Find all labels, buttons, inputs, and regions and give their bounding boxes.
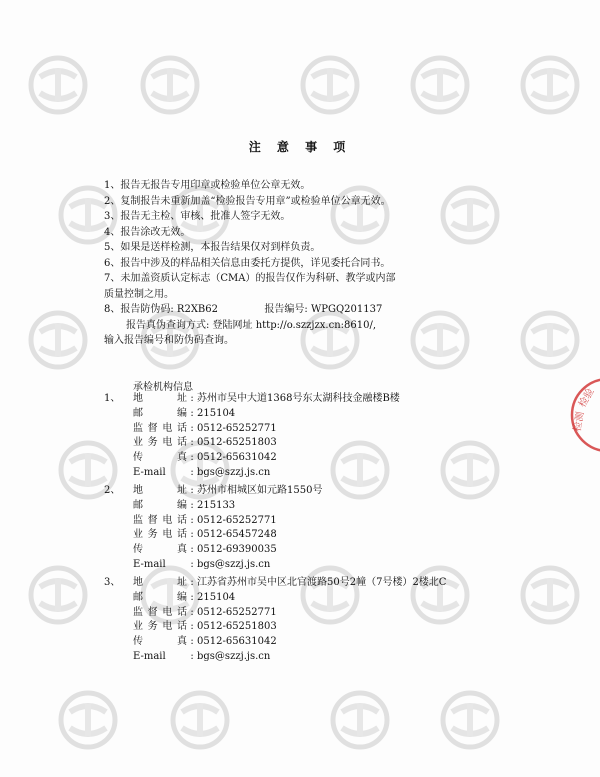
report-number-value: WPGQ201137 <box>310 304 383 315</box>
notes-list <box>104 178 484 349</box>
supervise-phone-label: 监督电话 <box>133 606 187 618</box>
business-phone-label: 业务电话 <box>133 621 187 633</box>
supervise-phone-label: 监督电话 <box>133 514 187 526</box>
institution-number: 3、 <box>104 577 121 588</box>
anti-fake-code-label: 8、报告防伪码: <box>104 304 174 315</box>
business-phone-value: 0512-65251803 <box>197 437 277 449</box>
postcode-label: 邮 编 <box>133 407 187 419</box>
address-value: 苏州市吴中大道1368号东太湖科技金融楼B楼 <box>197 393 400 404</box>
address-label: 地 址 <box>133 577 187 588</box>
supervise-phone-value: 0512-65252771 <box>197 606 277 618</box>
watermark-logo <box>440 440 500 500</box>
fax-label: 传 真 <box>133 544 187 556</box>
address-label: 地 址 <box>133 393 187 404</box>
query-method-line-2: 输入报告编号和防伪码查询。 <box>104 335 234 346</box>
institutions-title: 承检机构信息 <box>133 382 193 393</box>
note-item: 6、报告中涉及的样品相关信息由委托方提供，详见委托合同书。 <box>104 257 391 269</box>
business-phone-label: 业务电话 <box>133 529 187 541</box>
institution-block: 2、 地 址 : 苏州市相城区如元路1550号 邮 编 : 215133 监督电话 : 0512-65252771 业务电话 : 0512-65457248 传 真 : 0512-69390035 E-mail : bgs@szzj.js.cn <box>104 484 322 573</box>
red-seal-stamp <box>566 370 600 460</box>
supervise-phone-label: 监督电话 <box>133 422 187 434</box>
supervise-phone-value: 0512-65252771 <box>197 514 277 526</box>
email-value: bgs@szzj.js.cn <box>197 558 271 570</box>
query-method-line: 报告真伪查询方式: 登陆网址 http://o.szzjzx.cn:8610/, <box>126 319 376 331</box>
business-phone-label: 业务电话 <box>133 437 187 449</box>
postcode-value: 215133 <box>197 499 236 511</box>
address-value: 苏州市相城区如元路1550号 <box>197 485 323 496</box>
note-item: 质量控制之用。 <box>104 288 174 300</box>
note-item: 5、如果是送样检测，本报告结果仅对到样负责。 <box>104 242 321 253</box>
anti-fake-code-line <box>104 302 484 318</box>
email-label: E-mail <box>133 558 166 570</box>
email-label: E-mail <box>133 466 166 478</box>
watermark-logo <box>520 310 580 370</box>
watermark-logo <box>28 565 88 625</box>
watermark-logo <box>520 55 580 115</box>
watermark-logo <box>28 55 88 115</box>
business-phone-value: 0512-65251803 <box>197 621 277 633</box>
page-title: 注 意 事 项 <box>248 140 352 154</box>
watermark-logo <box>140 55 200 115</box>
email-value: bgs@szzj.js.cn <box>197 650 271 662</box>
postcode-value: 215104 <box>197 407 236 419</box>
watermark-logo <box>170 690 230 750</box>
note-item: 4、报告涂改无效。 <box>104 226 191 238</box>
watermark-logo <box>58 690 118 750</box>
svg-text:检测: 检测 <box>572 410 587 433</box>
email-value: bgs@szzj.js.cn <box>197 466 271 478</box>
institution-number: 1、 <box>104 393 121 404</box>
postcode-label: 邮 编 <box>133 499 187 511</box>
watermark-logo <box>520 565 580 625</box>
fax-value: 0512-65631042 <box>197 636 277 648</box>
postcode-value: 215104 <box>197 591 236 603</box>
postcode-label: 邮 编 <box>133 591 187 603</box>
business-phone-value: 0512-65457248 <box>197 529 277 541</box>
report-number-label: 报告编号: <box>264 304 308 315</box>
address-value: 江苏省苏州市吴中区北官渡路50号2幢（7号楼）2楼北C <box>197 577 447 588</box>
note-item: 1、报告无报告专用印章或检验单位公章无效。 <box>104 180 311 191</box>
note-item: 3、报告无主检、审核、批准人签字无效。 <box>104 211 291 222</box>
email-label: E-mail <box>133 650 166 662</box>
svg-text:检验: 检验 <box>577 386 597 410</box>
fax-label: 传 真 <box>133 452 187 464</box>
institution-number: 2、 <box>104 485 121 496</box>
fax-value: 0512-65631042 <box>197 452 277 464</box>
institution-block: 3、 地 址 : 江苏省苏州市吴中区北官渡路50号2幢（7号楼）2楼北C 邮 编 : 215104 监督电话 : 0512-65252771 业务电话 : 0512-65251803 传 真 : 0512-65631042 E-mail : bgs@szzj.js.cn <box>104 576 446 665</box>
institution-block: 1、 地 址 : 苏州市吴中大道1368号东太湖科技金融楼B楼 邮 编 : 215104 监督电话 : 0512-65252771 业务电话 : 0512-65251803 传 真 : 0512-65631042 E-mail : bgs@szzj.js.cn <box>104 392 400 481</box>
watermark-logo <box>440 690 500 750</box>
address-label: 地 址 <box>133 485 187 496</box>
supervise-phone-value: 0512-65252771 <box>197 422 277 434</box>
watermark-logo <box>28 310 88 370</box>
note-item: 7、未加盖资质认定标志（CMA）的报告仅作为科研、教学或内部 <box>104 273 396 284</box>
anti-fake-code-value: R2XB62 <box>176 304 219 315</box>
fax-label: 传 真 <box>133 636 187 648</box>
watermark-logo <box>330 690 390 750</box>
fax-value: 0512-69390035 <box>197 544 277 556</box>
watermark-logo <box>300 55 360 115</box>
watermark-logo <box>410 55 470 115</box>
note-item: 2、复制报告未重新加盖“检验报告专用章”或检验单位公章无效。 <box>104 195 391 207</box>
